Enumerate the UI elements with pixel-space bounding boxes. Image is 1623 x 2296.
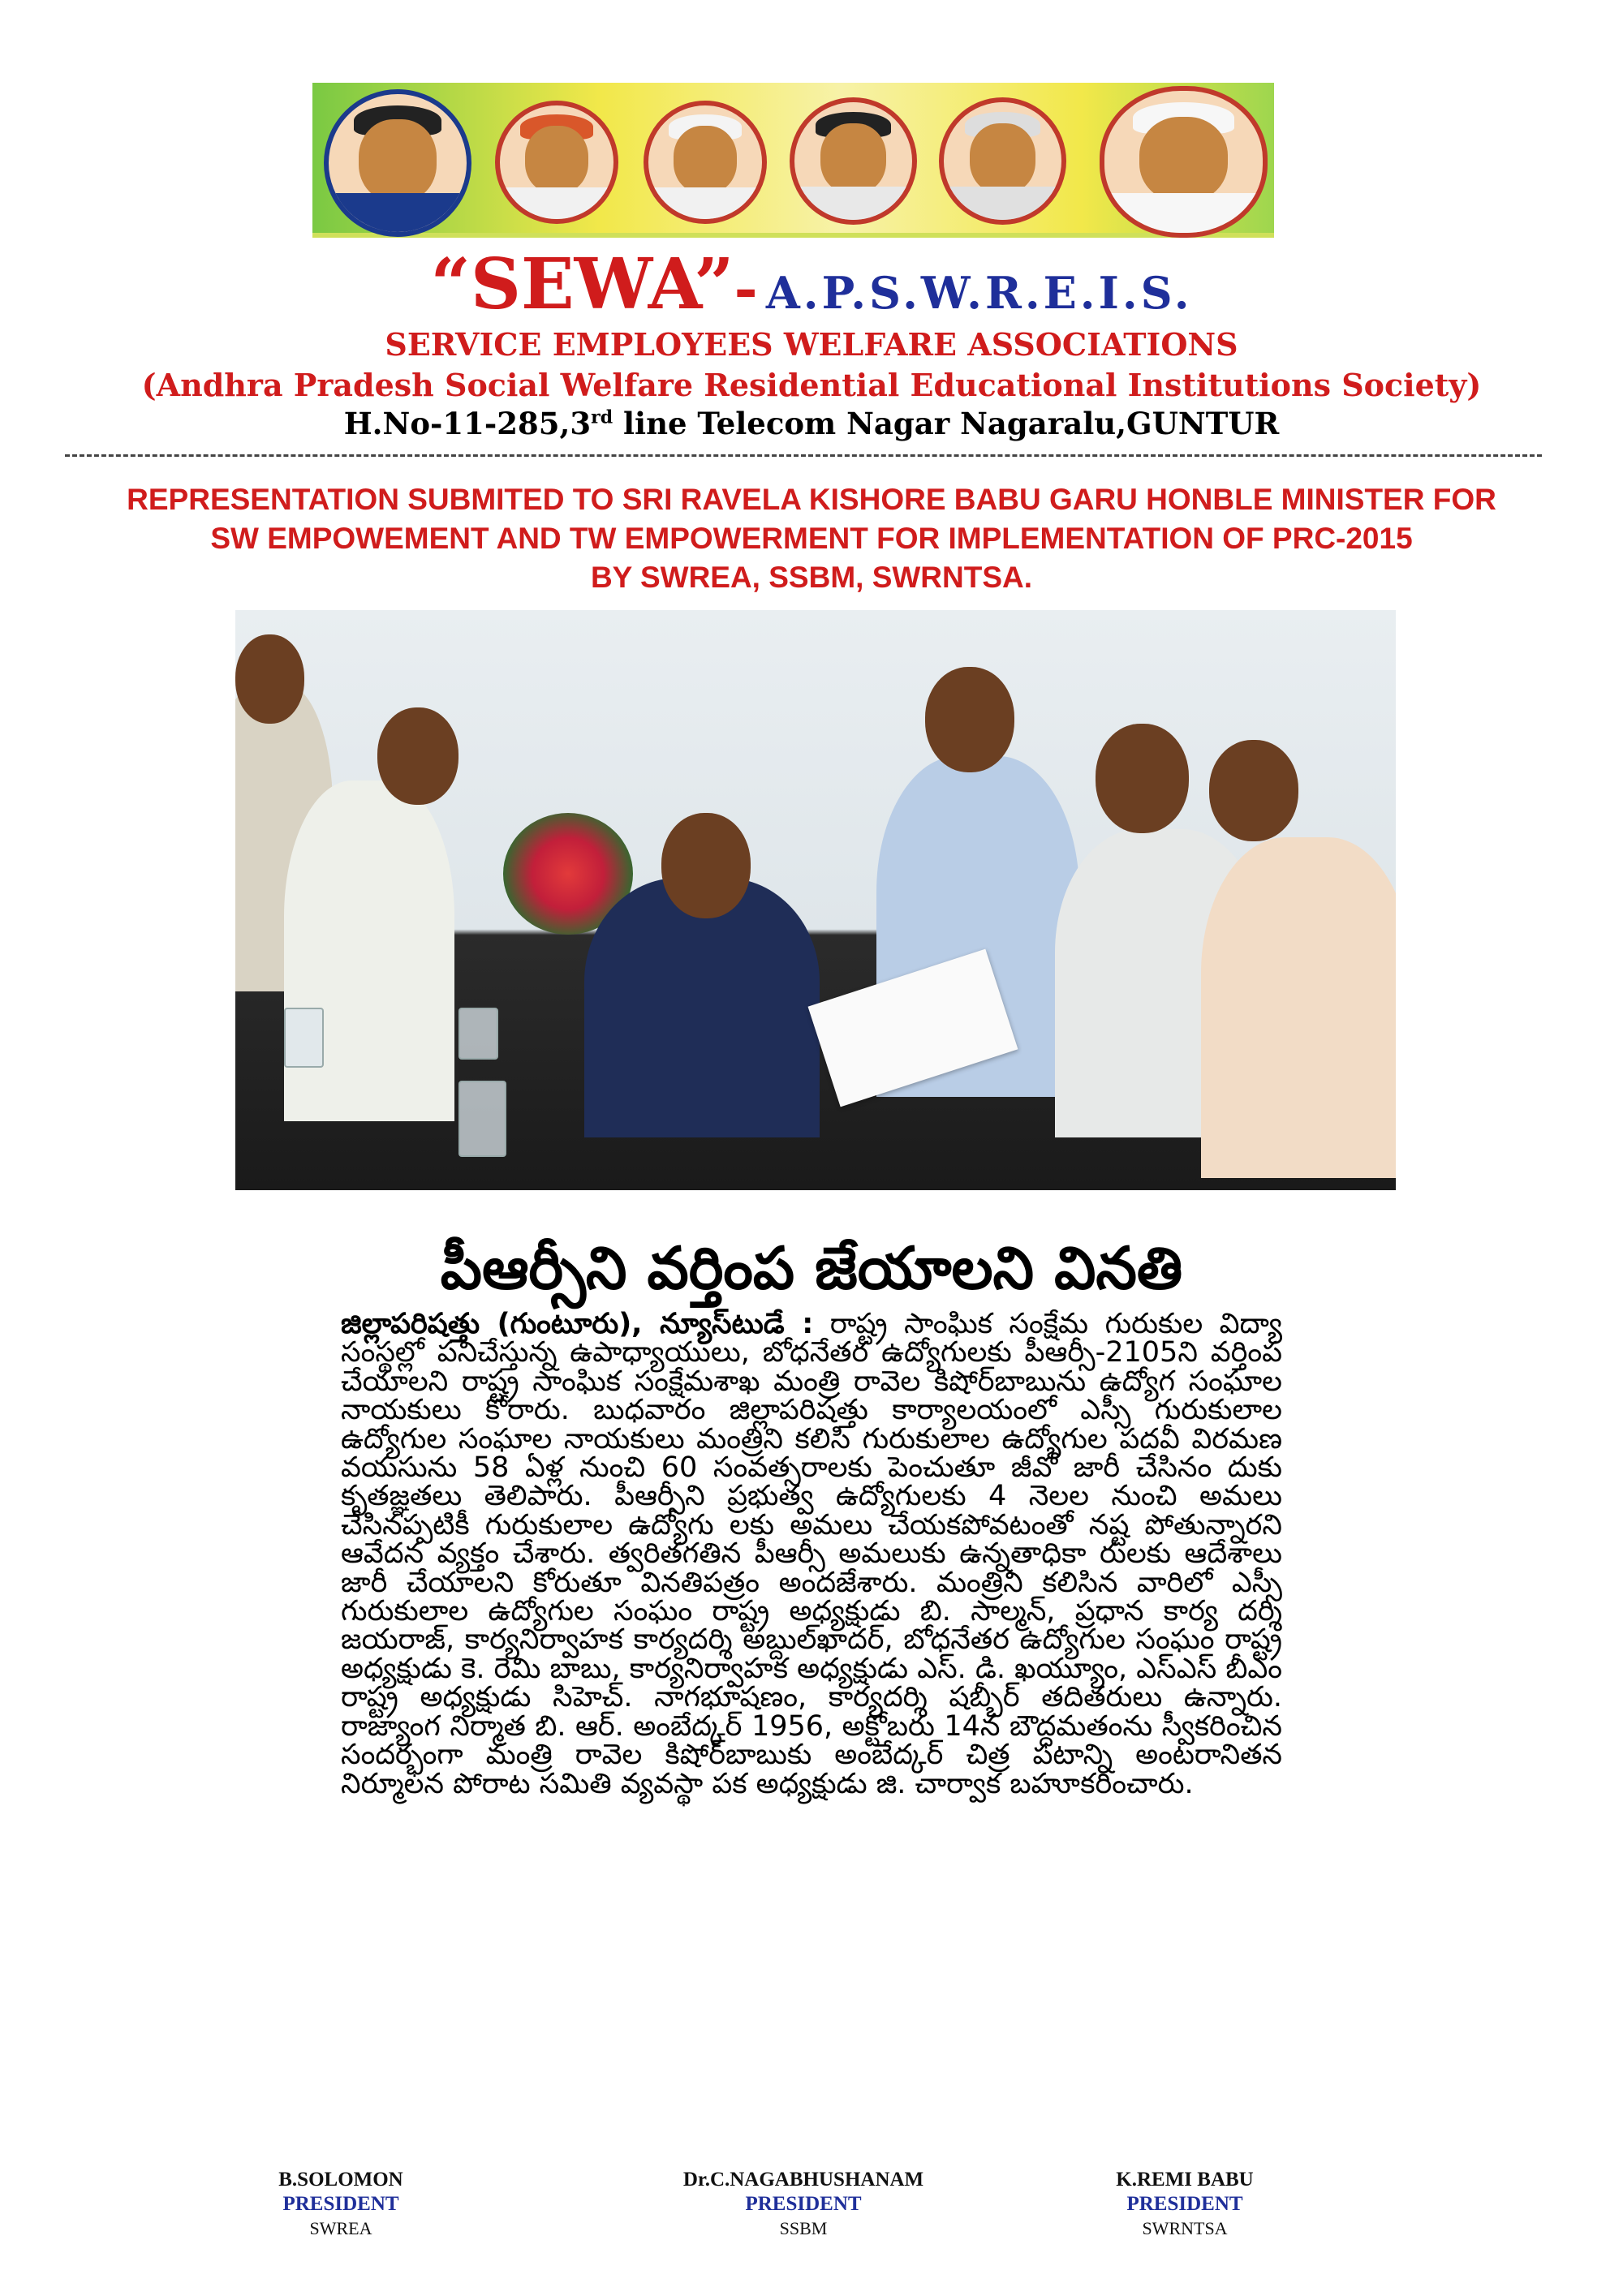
signature-role: PRESIDENT bbox=[282, 2193, 399, 2215]
article-text: రాష్ట్ర సాంఘిక సంక్షేమ గురుకుల విద్యా సంస్థల్లో పనిచేస్తున్న ఉపాధ్యాయులు, బోధనేతర ఉద్యోగులకు పీఆర్సీ-2105ని వర్తింప చేయాలని రాష్ట్ర సాంఘిక సంక్షేమశాఖ మంత్రి రావెల కిషోర్‌బాబును ఉద్యోగ సంఘాల నాయకులు కోరారు. బుధవారం జిల్లాపరిషత్తు కార్యాలయంలో ఎస్సీ గురుకులాల ఉద్యోగుల సంఘాల నాయకులు మంత్రిని కలిసి గురుకులాల ఉద్యోగుల పదవీ విరమణ వయసును 58 ఏళ్ల నుంచి 60 సంవత్సరాలకు పెంచుతూ జీవో జారీ చేసినం దుకు కృతజ్ఞతలు తెలిపారు. పీఆర్సీని ప్రభుత్వ ఉద్యోగులకు 4 నెలల నుంచి అమలు చేసినప్పటికీ గురుకులాల ఉద్యోగు లకు అమలు చేయకపోవటంతో నష్ట పోతున్నారని ఆవేదన వ్యక్తం చేశారు. త్వరితగతిన పీఆర్సీ అమలుకు ఉన్నతాధికా రులకు ఆదేశాలు జారీ చేయాలని కోరుతూ వినతిపత్రం అందజేశారు. మంత్రిని కలిసిన వారిలో ఎస్సీ గురుకులాల ఉద్యోగుల సంఘం రాష్ట్ర అధ్యక్షుడు బి. సాల్మన్, ప్రధాన కార్య దర్శి జయరాజ్, కార్యనిర్వాహక కార్యదర్శి అబ్దుల్‌ఖాదర్, బోధనేతర ఉద్యోగుల సంఘం రాష్ట్ర అధ్యక్షుడు కె. రెమి బాబు, కార్యనిర్వాహక అధ్యక్షుడు ఎస్. డి. ఖయ్యూం, ఎస్‌ఎస్ బీఎం రాష్ట్ర అధ్యక్షుడు సిహెచ్. నాగభూషణం, కార్యదర్శి షబ్బీర్ తదితరులు ఉన్నారు. రాజ్యాంగ నిర్మాత బి. ఆర్. అంబేద్కర్ 1956, అక్టోబరు 14న బౌద్ధమతంను స్వీకరించిన సందర్భంగా మంత్రి రావెల కిషోర్‌బాబుకు అంబేద్కర్ చిత్ర పటాన్ని అంటరానితన నిర్మూలన పోరాట సమితి వ్యవస్థా పక అధ్యక్షుడు జి. చార్వాక బహూకరించారు. bbox=[341, 1308, 1282, 1800]
title-dash: - bbox=[734, 255, 758, 322]
signature-swrntsa bbox=[1079, 2168, 1290, 2241]
address-part-1: H.No-11-285,3 bbox=[343, 406, 592, 441]
sewa-title: “SEWA” bbox=[430, 243, 734, 325]
signature-name: K.REMI BABU bbox=[1116, 2169, 1254, 2191]
signature-org: SWREA bbox=[309, 2218, 372, 2238]
signature-swrea bbox=[243, 2168, 438, 2241]
portrait-banner bbox=[312, 83, 1274, 238]
society-full-name: (Andhra Pradesh Social Welfare Residential Educational Institutions Society) bbox=[141, 367, 1482, 403]
address-part-2: line Telecom Nagar Nagaralu,GUNTUR bbox=[613, 406, 1280, 441]
signature-name: Dr.C.NAGABHUSHANAM bbox=[682, 2169, 924, 2191]
portrait-6 bbox=[1100, 86, 1268, 238]
signature-ssbm bbox=[657, 2168, 949, 2241]
portrait-4 bbox=[790, 97, 917, 225]
portrait-1 bbox=[324, 89, 471, 237]
article-headline: పీఆర్సీని వర్తింప జేయాలని వినతి bbox=[440, 1233, 1183, 1302]
signature-org: SSBM bbox=[779, 2218, 828, 2238]
signature-role: PRESIDENT bbox=[1126, 2193, 1243, 2215]
dashed-divider bbox=[65, 454, 1542, 457]
meeting-photo bbox=[235, 610, 1396, 1190]
representation-heading bbox=[49, 480, 1574, 597]
portrait-3 bbox=[644, 101, 767, 224]
association-name: SERVICE EMPLOYEES WELFARE ASSOCIATIONS bbox=[385, 326, 1238, 363]
signature-name: B.SOLOMON bbox=[278, 2169, 403, 2191]
representation-line-1: REPRESENTATION SUBMITED TO SRI RAVELA KISHORE BABU GARU HONBLE MINISTER FOR bbox=[127, 483, 1496, 516]
article-dateline: జిల్లాపరిషత్తు (గుంటూరు), న్యూస్‌టుడే : bbox=[341, 1308, 814, 1340]
signature-org: SWRNTSA bbox=[1142, 2218, 1228, 2238]
article-body bbox=[341, 1310, 1282, 1799]
signature-role: PRESIDENT bbox=[745, 2193, 862, 2215]
society-abbreviation: A.P.S.W.R.E.I.S. bbox=[765, 267, 1193, 319]
portrait-5 bbox=[939, 97, 1066, 225]
title-line bbox=[0, 243, 1623, 325]
portrait-2 bbox=[495, 101, 618, 224]
water-glass bbox=[458, 1008, 498, 1060]
address bbox=[0, 406, 1623, 441]
address-superscript: rd bbox=[591, 406, 613, 428]
representation-line-2: SW EMPOWEMENT AND TW EMPOWERMENT FOR IMPLEMENTATION OF PRC-2015 bbox=[210, 522, 1413, 555]
representation-line-3: BY SWREA, SSBM, SWRNTSA. bbox=[590, 561, 1033, 594]
